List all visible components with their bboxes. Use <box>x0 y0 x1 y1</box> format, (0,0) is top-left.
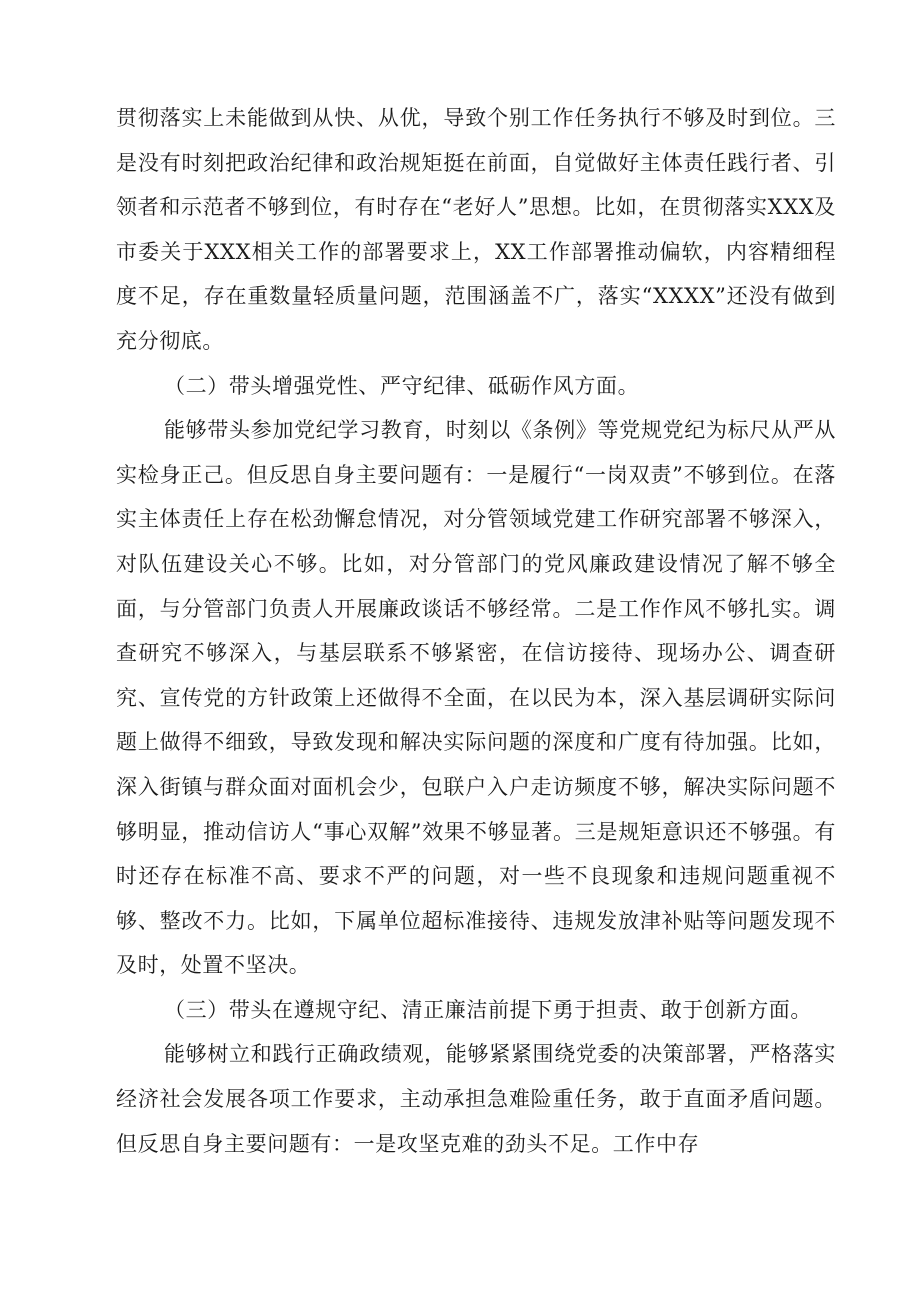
body-paragraph-continued: 贯彻落实上未能做到从快、从优，导致个别工作任务执行不够及时到位。三是没有时刻把政治纪律和政治规矩挺在前面，自觉做好主体责任践行者、引领者和示范者不够到位，有时存在“老好人”思想。比如，在贯彻落实XXX及市委关于XXX相关工作的部署要求上，XX工作部署推动偏软，内容精细程度不足，存在重数量轻质量问题，范围涵盖不广，落实“XXXX”还没有做到充分彻底。 <box>116 106 836 353</box>
document-body <box>116 96 836 1166</box>
body-paragraph-2: 能够带头参加党纪学习教育，时刻以《条例》等党规党纪为标尺从严从实检身正己。但反思自身主要问题有：一是履行“一岗双责”不够到位。在落实主体责任上存在松劲懈怠情况，对分管领域党建工作研究部署不够深入，对队伍建设关心不够。比如，对分管部门的党风廉政建设情况了解不够全面，与分管部门负责人开展廉政谈话不够经常。二是工作作风不够扎实。调查研究不够深入，与基层联系不够紧密，在信访接待、现场办公、调查研究、宣传党的方针政策上还做得不全面，在以民为本，深入基层调研实际问题上做得不细致，导致发现和解决实际问题的深度和广度有待加强。比如，深入街镇与群众面对面机会少，包联户入户走访频度不够，解决实际问题不够明显，推动信访人“事心双解”效果不够显著。三是规矩意识还不够强。有时还存在标准不高、要求不严的问题，对一些不良现象和违规问题重视不够、整改不力。比如，下属单位超标准接待、违规发放津补贴等问题发现不及时，处置不坚决。 <box>116 418 836 978</box>
section-heading-2: （二）带头增强党性、严守纪律、砥砺作风方面。 <box>164 373 640 398</box>
section-heading-3: （三）带头在遵规守纪、清正廉洁前提下勇于担责、敢于创新方面。 <box>164 997 812 1022</box>
body-paragraph-3: 能够树立和践行正确政绩观，能够紧紧围绕党委的决策部署，严格落实经济社会发展各项工作要求，主动承担急难险重任务，敢于直面矛盾问题。但反思自身主要问题有：一是攻坚克难的劲头不足。工作中存 <box>116 1042 836 1156</box>
